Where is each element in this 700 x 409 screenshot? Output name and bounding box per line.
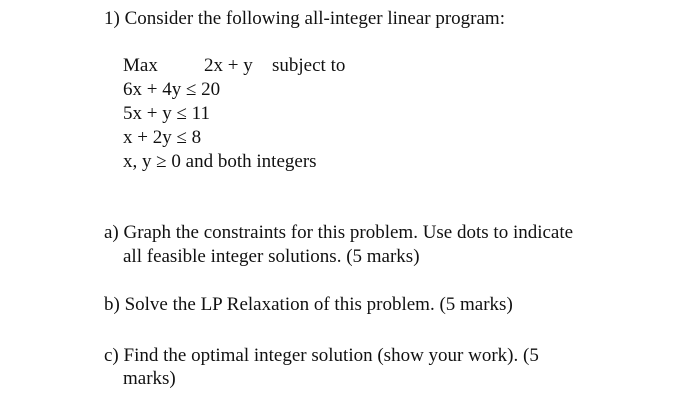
part-a-line-2: all feasible integer solutions. (5 marks) <box>123 246 420 267</box>
part-b-line-1: b) Solve the LP Relaxation of this problem. (5 marks) <box>104 294 513 315</box>
constraint-nonnegativity: x, y ≥ 0 and both integers <box>123 151 317 172</box>
part-a-line-1: a) Graph the constraints for this problem. Use dots to indicate <box>104 222 574 243</box>
subject-to-label: subject to <box>272 55 346 76</box>
objective-keyword: Max <box>123 55 158 76</box>
constraint-2: 5x + y ≤ 11 <box>123 103 210 124</box>
constraint-3: x + 2y ≤ 8 <box>123 127 202 148</box>
constraint-1: 6x + 4y ≤ 20 <box>123 79 221 100</box>
part-c-line-1: c) Find the optimal integer solution (show your work). (5 <box>104 345 539 366</box>
question-title: 1) Consider the following all-integer linear program: <box>104 8 505 29</box>
part-c-line-2: marks) <box>123 368 176 389</box>
objective-expression: 2x + y <box>204 55 253 76</box>
